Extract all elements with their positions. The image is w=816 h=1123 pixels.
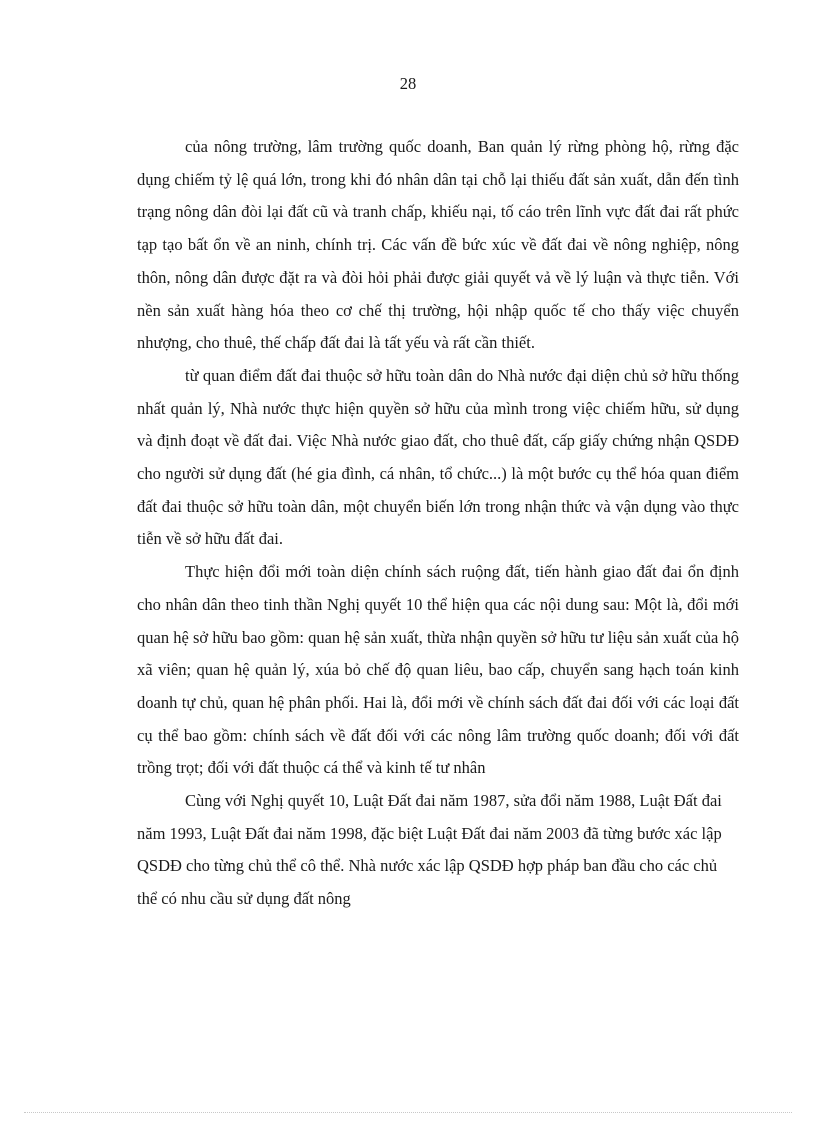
page-number: 28 [399, 74, 417, 93]
document-body [137, 131, 739, 916]
paragraph-2: từ quan điểm đất đai thuộc sở hữu toàn dân do Nhà nước đại diện chủ sở hữu thống nhất quản lý, Nhà nước thực hiện quyền sở hữu của mình trong việc chiếm hữu, sử dụng và định đoạt về đất đai. Việc Nhà nước giao đất, cho thuê đất, cấp giấy chứng nhận QSDĐ cho người sử dụng đất (hé gia đình, cá nhân, tổ chức...) là một bước cụ thể hóa quan điểm đất đai thuộc sở hữu toàn dân, một chuyển biến lớn trong nhận thức và vận dụng vào thực tiễn về sở hữu đất đai. [137, 365, 739, 549]
paragraph-1: của nông trường, lâm trường quốc doanh, Ban quản lý rừng phòng hộ, rừng đặc dụng chiếm tỷ lệ quá lớn, trong khi đó nhân dân tại chỗ lại thiếu đất sản xuất, dẫn đến tình trạng nông dân đòi lại đất cũ và tranh chấp, khiếu nại, tố cáo trên lĩnh vực đất đai rất phức tạp tạo bất ổn về an ninh, chính trị. Các vấn đề bức xúc về đất đai về nông nghiệp, nông thôn, nông dân được đặt ra và đòi hỏi phải được giải quyết vả về lý luận và thực tiễn. Với nền sản xuất hàng hóa theo cơ chế thị trường, hội nhập quốc tế cho thấy việc chuyển nhượng, cho thuê, thế chấp đất đai là tất yếu và rất cần thiết. [137, 137, 739, 353]
paragraph-3: Thực hiện đổi mới toàn diện chính sách ruộng đất, tiến hành giao đất đai ổn định cho nhân dân theo tinh thần Nghị quyết 10 thể hiện qua các nội dung sau: Một là, đổi mới quan hệ sở hữu bao gồm: quan hệ sản xuất, thừa nhận quyền sở hữu tư liệu sản xuất của hộ xã viên; quan hệ quản lý, xúa bỏ chế độ quan liêu, bao cấp, chuyển sang hạch toán kinh doanh tự chủ, quan hệ phân phối. Hai là, đổi mới về chính sách đất đai đối với các loại đất cụ thể bao gồm: chính sách về đất đối với các nông lâm trường quốc doanh; đối với đất trồng trọt; đối với đất thuộc cá thể và kinh tế tư nhân [137, 562, 739, 778]
paragraph-4: Cùng với Nghị quyết 10, Luật Đất đai năm 1987, sửa đổi năm 1988, Luật Đất đai năm 1993, Luật Đất đai năm 1998, đặc biệt Luật Đất đai năm 2003 đã từng bước xác lập QSDĐ cho từng chủ thể cô thể. Nhà nước xác lập QSDĐ hợp pháp ban đầu cho các chủ thể có nhu cầu sử dụng đất nông [137, 791, 722, 909]
page-bottom-divider [24, 1112, 792, 1113]
